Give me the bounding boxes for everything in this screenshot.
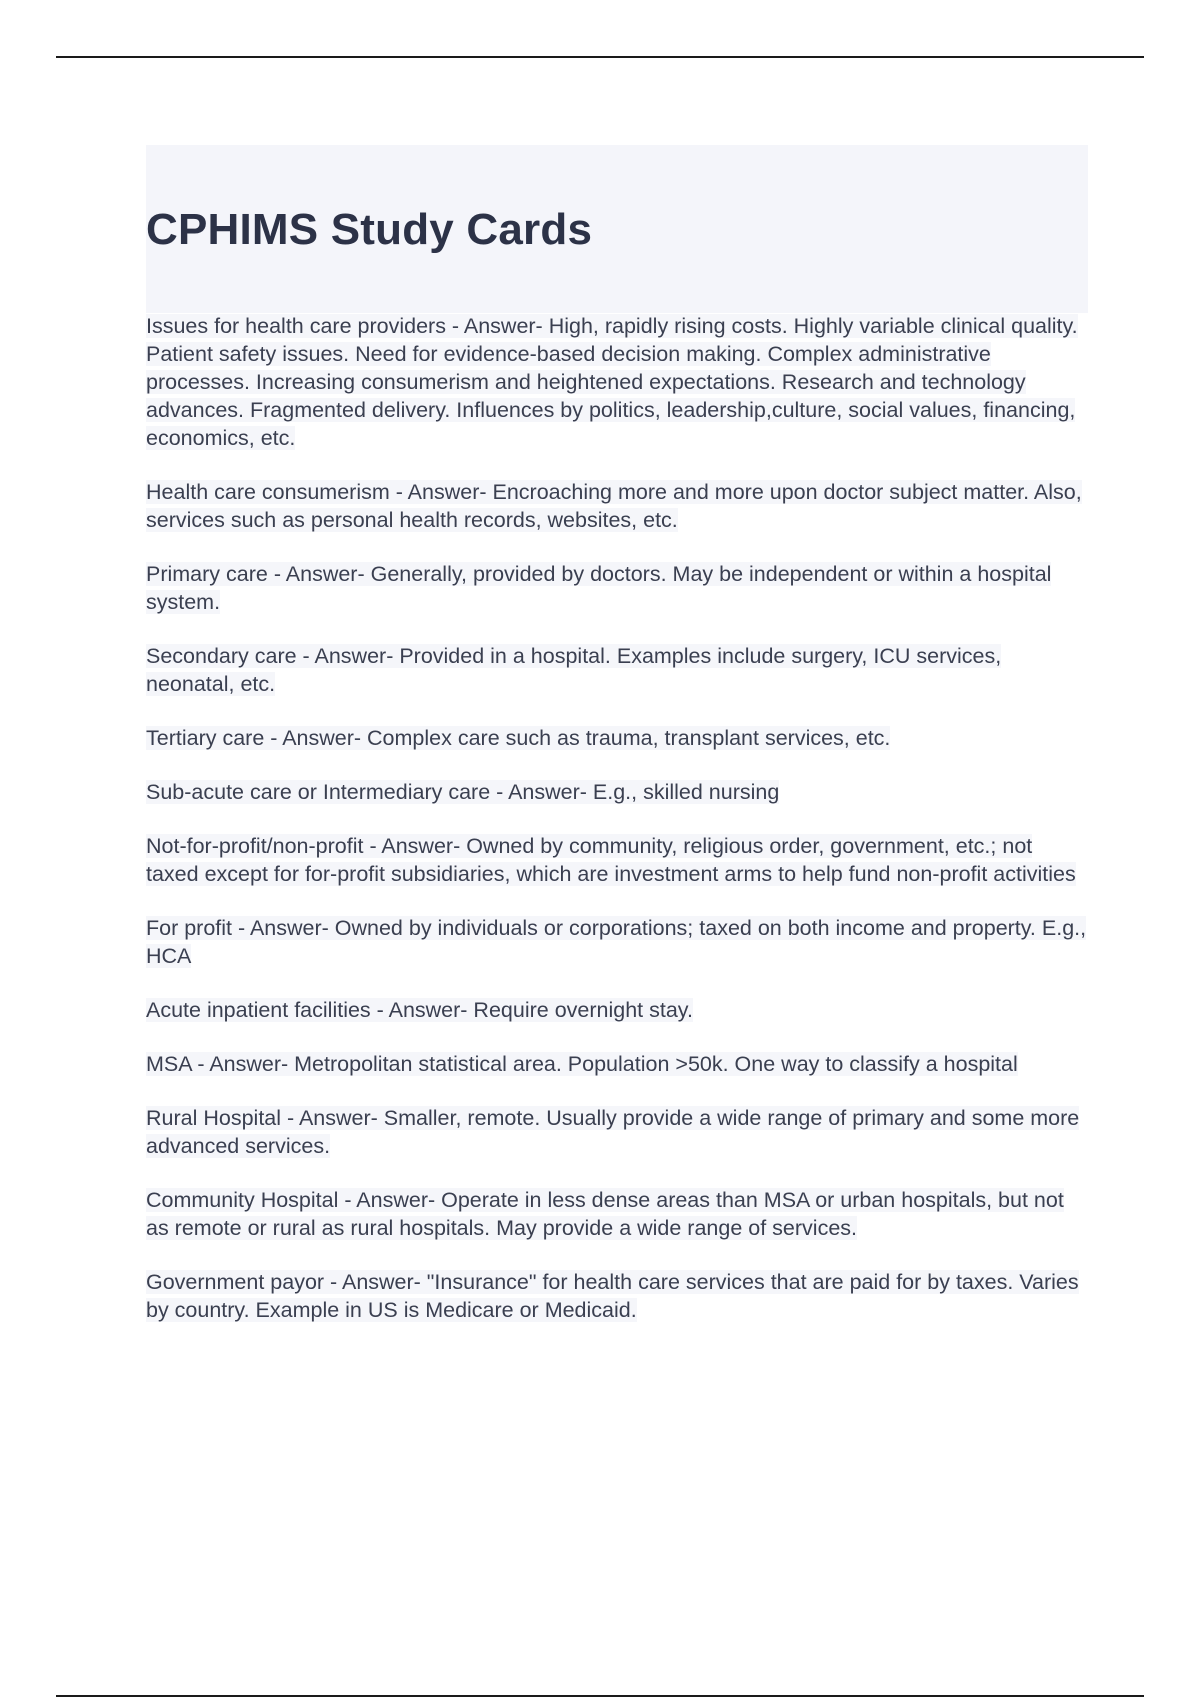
study-card [146, 1186, 1088, 1242]
bottom-rule [56, 1695, 1144, 1697]
study-card-text: Not-for-profit/non-profit - Answer- Owned by community, religious order, government, etc.; not taxed except for for-profit subsidiaries, which are investment arms to help fund non-profit activities [146, 834, 1076, 886]
study-card-text: Secondary care - Answer- Provided in a hospital. Examples include surgery, ICU services, neonatal, etc. [146, 644, 1002, 696]
study-card [146, 996, 1088, 1024]
study-card-text: Primary care - Answer- Generally, provided by doctors. May be independent or within a hospital system. [146, 562, 1052, 614]
study-card-text: Community Hospital - Answer- Operate in less dense areas than MSA or urban hospitals, but not as remote or rural as rural hospitals. May provide a wide range of services. [146, 1188, 1064, 1240]
document-title: CPHIMS Study Cards [146, 205, 593, 254]
study-card [146, 778, 1088, 806]
study-card-text: Tertiary care - Answer- Complex care such as trauma, transplant services, etc. [146, 726, 891, 750]
study-card-text: Acute inpatient facilities - Answer- Require overnight stay. [146, 998, 693, 1022]
study-card [146, 832, 1088, 888]
study-card-text: Issues for health care providers - Answer- High, rapidly rising costs. Highly variable clinical quality. Patient safety issues. Need for evidence-based decision making. Complex administrative processes. Increasing consumerism and heightened expectations. Research and technology advances. Fragmented delivery. Influences by politics, leadership,culture, social values, financing, economics, etc. [146, 314, 1078, 450]
study-card [146, 560, 1088, 616]
study-card [146, 724, 1088, 752]
study-card [146, 1268, 1088, 1324]
study-card-text: Rural Hospital - Answer- Smaller, remote. Usually provide a wide range of primary and some more advanced services. [146, 1106, 1080, 1158]
top-rule [56, 56, 1144, 58]
study-card [146, 478, 1088, 534]
study-card-text: For profit - Answer- Owned by individuals or corporations; taxed on both income and property. E.g., HCA [146, 916, 1087, 968]
study-card-text: MSA - Answer- Metropolitan statistical area. Population >50k. One way to classify a hospital [146, 1052, 1018, 1076]
study-card-text: Sub-acute care or Intermediary care - Answer- E.g., skilled nursing [146, 780, 780, 804]
study-card [146, 914, 1088, 970]
study-card-text: Health care consumerism - Answer- Encroaching more and more upon doctor subject matter. Also, services such as personal health records, websites, etc. [146, 480, 1082, 532]
study-card-list [146, 312, 1088, 1350]
study-card [146, 1050, 1088, 1078]
study-card [146, 1104, 1088, 1160]
study-card [146, 312, 1088, 452]
study-card-text: Government payor - Answer- "Insurance" for health care services that are paid for by taxes. Varies by country. Example in US is Medicare or Medicaid. [146, 1270, 1079, 1322]
study-card [146, 642, 1088, 698]
